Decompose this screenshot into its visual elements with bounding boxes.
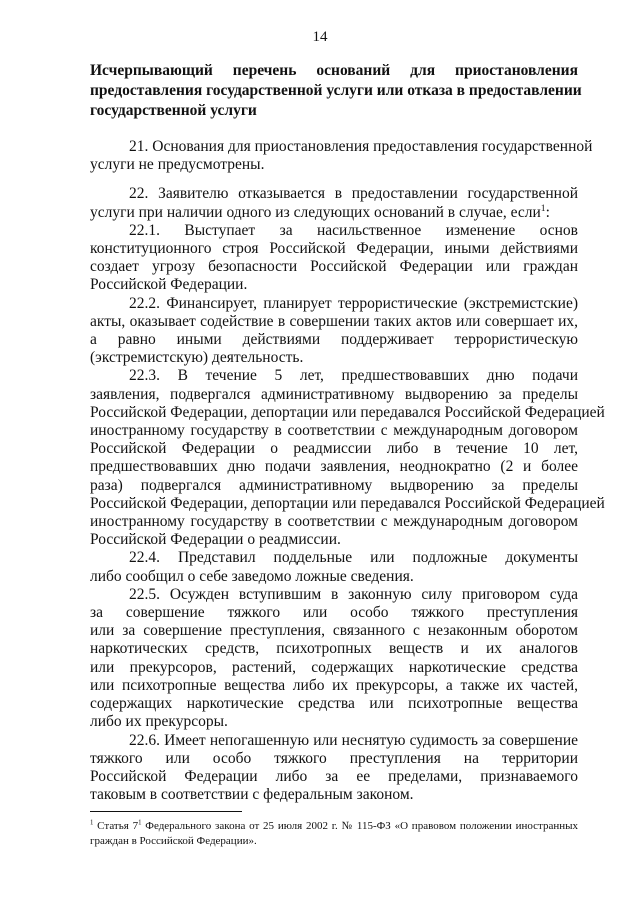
- paragraph-line: Российской Федерации.: [90, 276, 248, 294]
- footnote-divider: [90, 811, 242, 812]
- footnote: [90, 819, 578, 849]
- paragraph-line: а равно иными действиями поддерживает террористическую: [90, 331, 578, 349]
- paragraph-line: 22. Заявителю отказывается в предоставлении государственной: [129, 185, 578, 203]
- paragraph-line: создает угрозу безопасности Российской Федерации или граждан: [90, 258, 578, 276]
- paragraph-line: конституционного строя Российской Федерации, иными действиями: [90, 240, 578, 258]
- paragraph-line: либо их прекурсоры.: [90, 713, 228, 731]
- paragraph-p22-1: [90, 222, 578, 295]
- footnote-line-2: граждан в Российской Федерации».: [90, 835, 257, 847]
- paragraph-line: за совершение тяжкого или особо тяжкого преступления: [90, 604, 578, 622]
- paragraph-line: иностранному государству в соответствии с международным договором: [90, 513, 578, 531]
- paragraph-line: 21. Основания для приостановления предоставления государственной: [129, 138, 593, 155]
- paragraph-line: 22.3. В течение 5 лет, предшествовавших дню подачи: [129, 367, 578, 385]
- section-title: [90, 61, 582, 121]
- paragraph-p22-6: [90, 732, 578, 805]
- paragraph-p22-3: [90, 367, 605, 549]
- paragraph-line: Российской Федерации о реадмиссии либо в течение 10 лет,: [90, 440, 578, 458]
- paragraph-line: 22.1. Выступает за насильственное изменение основ: [129, 221, 578, 239]
- footnote-reference: 1: [540, 202, 546, 214]
- paragraph-line: услуги не предусмотрены.: [90, 156, 265, 174]
- footnote-text-b: Федерального закона от 25 июля 2002 г. № 115-ФЗ «О правовом положении иностранных: [141, 820, 578, 832]
- paragraph-p21: [90, 138, 593, 174]
- line-ending: :: [545, 203, 550, 221]
- paragraph-line: Российской Федерации, депортации или передавался Российской Федерацией: [90, 403, 605, 421]
- paragraph-line: иностранному государству в соответствии с международным договором: [90, 422, 578, 440]
- paragraph-line: 22.5. Осужден вступившим в законную силу приговором суда: [129, 585, 578, 603]
- paragraph-line: либо сообщил о себе заведомо ложные сведения.: [90, 567, 414, 585]
- paragraph-line: акты, оказывает содействие в совершении таких актов или совершает их,: [90, 312, 578, 330]
- line-text: услуги при наличии одного из следующих оснований в случае, если: [90, 203, 541, 221]
- footnote-line-1: [90, 819, 578, 834]
- page-number: 14: [312, 29, 328, 45]
- title-line-2: предоставления государственной услуги или отказа в предоставлении: [90, 82, 582, 99]
- paragraph-line: или психотропные вещества либо их прекурсоры, а также их частей,: [90, 676, 578, 694]
- paragraph-line: или за совершение преступления, связанного с незаконным оборотом: [90, 622, 578, 640]
- paragraph-p22-4: [90, 549, 578, 585]
- paragraph-line: Российской Федерации, депортации или передавался Российской Федерацией: [90, 494, 605, 512]
- paragraph-line: 22.2. Финансирует, планирует террористические (экстремистские): [129, 294, 578, 312]
- paragraph-line: 22.6. Имеет непогашенную или неснятую судимость за совершение: [129, 731, 578, 749]
- footnote-article-sup: 1: [138, 819, 142, 827]
- paragraph-line: Российской Федерации о реадмиссии.: [90, 531, 341, 549]
- paragraph-line: заявления, подвергался административному выдворению за пределы: [90, 385, 578, 403]
- paragraph-line: 22.4. Представил поддельные или подложные документы: [129, 549, 578, 567]
- paragraph-line: раза) подвергался административному выдворению за пределы: [90, 476, 578, 494]
- paragraph-line: [90, 204, 578, 222]
- paragraph-line: Российской Федерации либо за ее пределами, признаваемого: [90, 767, 578, 785]
- title-line-3: государственной услуги: [90, 102, 257, 119]
- paragraph-line: или прекурсоров, растений, содержащих наркотические средства: [90, 658, 578, 676]
- footnote-marker: 1: [90, 819, 94, 827]
- footnote-text-a: Статья 7: [93, 820, 139, 832]
- paragraph-p22-5: [90, 586, 578, 732]
- section-gap: [90, 174, 578, 185]
- paragraph-p22-2: [90, 295, 578, 368]
- paragraph-line: содержащих наркотические средства или психотропные вещества: [90, 695, 578, 713]
- paragraph-p22: [90, 185, 578, 221]
- title-line-1: Исчерпывающий перечень оснований для приостановления: [90, 62, 578, 79]
- paragraph-line: тяжкого или особо тяжкого преступления на территории: [90, 749, 578, 767]
- paragraph-line: наркотических средств, психотропных веществ и их аналогов: [90, 640, 578, 658]
- paragraph-line: таковым в соответствии с федеральным законом.: [90, 786, 414, 804]
- document-body: [90, 138, 605, 804]
- paragraph-line: (экстремистскую) деятельность.: [90, 349, 304, 367]
- paragraph-line: предшествовавших дню подачи заявления, неоднократно (2 и более: [90, 458, 578, 476]
